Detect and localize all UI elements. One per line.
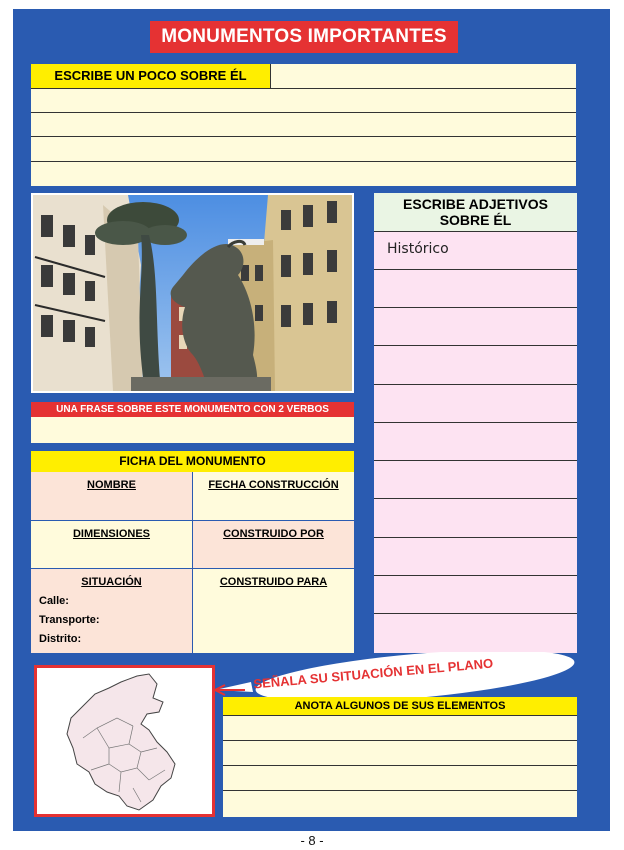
record-header: FICHA DEL MONUMENTO — [31, 451, 354, 472]
elements-box[interactable] — [223, 697, 577, 817]
adjective-line — [374, 537, 577, 538]
elements-line — [223, 715, 577, 716]
write-about-header: ESCRIBE UN POCO SOBRE ÉL — [31, 64, 270, 88]
adjectives-header-line2: SOBRE ÉL — [439, 212, 512, 228]
dimensions-label: DIMENSIONES — [72, 528, 150, 540]
adjectives-header-line1: ESCRIBE ADJETIVOS — [403, 196, 548, 212]
writing-line — [31, 112, 576, 113]
built-by-label: CONSTRUIDO POR — [223, 528, 324, 540]
adjective-line — [374, 613, 577, 614]
page-title: MONUMENTOS IMPORTANTES — [150, 21, 458, 53]
writing-line — [31, 88, 576, 89]
map-instruction-text: SEÑALA SU SITUACIÓN EN EL PLANO — [252, 655, 494, 692]
write-about-box[interactable] — [31, 64, 576, 186]
adjectives-header — [374, 193, 577, 231]
built-by-cell[interactable] — [193, 521, 354, 568]
adjective-entry: Histórico — [387, 241, 449, 257]
monument-record — [31, 451, 354, 653]
street-label: Calle: — [39, 595, 69, 607]
adjective-line — [374, 269, 577, 270]
adjective-line — [374, 231, 577, 232]
name-cell[interactable] — [31, 472, 192, 520]
adjective-line — [374, 498, 577, 499]
sentence-input-line[interactable] — [31, 417, 354, 443]
construction-date-cell[interactable] — [193, 472, 354, 520]
monument-photo — [31, 193, 354, 393]
writing-line — [31, 136, 576, 137]
location-cell[interactable] — [31, 569, 192, 653]
adjective-line — [374, 460, 577, 461]
elements-line — [223, 740, 577, 741]
elements-header: ANOTA ALGUNOS DE SUS ELEMENTOS — [223, 697, 577, 715]
district-label: Distrito: — [39, 633, 82, 645]
transport-label: Transporte: — [39, 614, 100, 626]
divider — [270, 64, 271, 88]
page-number: - 8 - — [300, 833, 324, 848]
elements-line — [223, 790, 577, 791]
construction-date-label: FECHA CONSTRUCCIÓN — [208, 479, 339, 491]
built-for-cell[interactable] — [193, 569, 354, 653]
adjective-line — [374, 384, 577, 385]
writing-line — [31, 161, 576, 162]
adjective-line — [374, 345, 577, 346]
name-label: NOMBRE — [87, 479, 136, 491]
city-map[interactable] — [34, 665, 215, 817]
location-label: SITUACIÓN — [81, 576, 142, 588]
elements-line — [223, 765, 577, 766]
adjective-line — [374, 422, 577, 423]
sentence-header: UNA FRASE SOBRE ESTE MONUMENTO CON 2 VERBOS — [31, 402, 354, 417]
adjective-line — [374, 575, 577, 576]
adjective-line — [374, 307, 577, 308]
dimensions-cell[interactable] — [31, 521, 192, 568]
adjectives-box[interactable] — [374, 193, 577, 653]
built-for-label: CONSTRUIDO PARA — [219, 576, 328, 588]
